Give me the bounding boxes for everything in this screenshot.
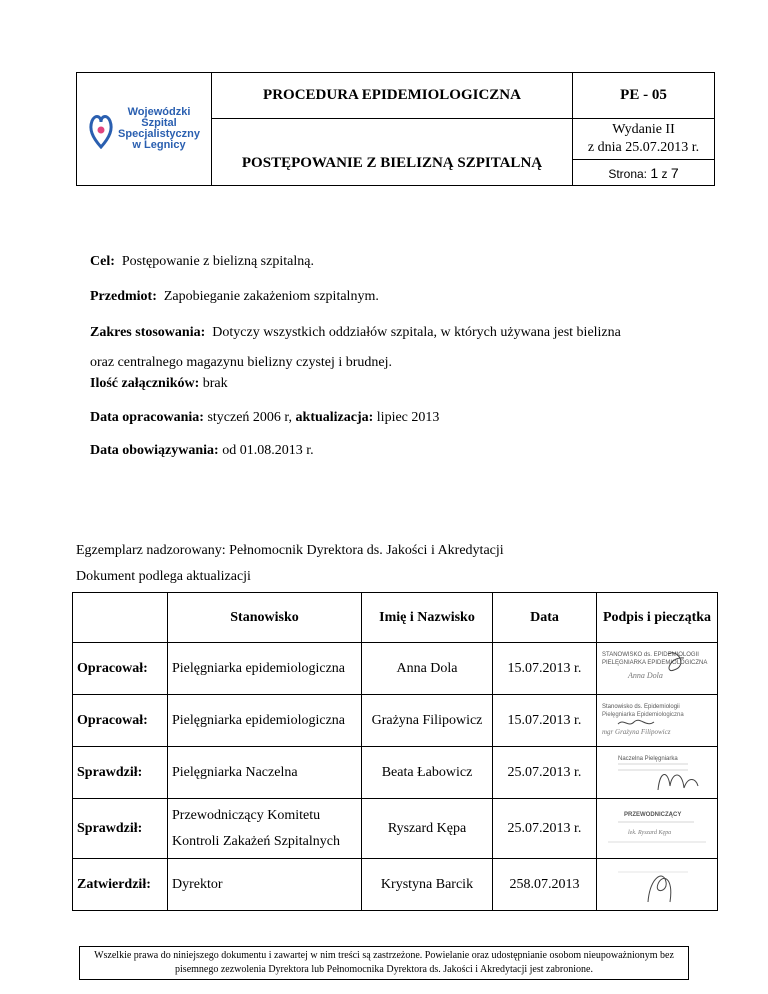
footer-line: Wszelkie prawa do niniejszego dokumentu i zawartej w nim treści są zastrzeżone. Powielanie oraz udostępnianie osobom nieupoważnionym bez [94, 950, 674, 961]
table-row [73, 695, 718, 747]
row-name: Beata Łabowicz [362, 747, 493, 799]
row-role: Opracował: [73, 695, 168, 747]
stamp-text: Anna Dola [628, 670, 663, 680]
row-role: Sprawdził: [73, 799, 168, 859]
row-date: 25.07.2013 r. [493, 747, 597, 799]
table-row [73, 859, 718, 911]
logo-line: Szpital [141, 117, 177, 129]
goal-value: Postępowanie z bielizną szpitalną. [121, 254, 314, 269]
document-header [76, 72, 715, 186]
edition-info [573, 119, 715, 160]
logo-line: Wojewódzki [127, 106, 191, 118]
subject-label: Przedmiot: [90, 289, 157, 304]
page-indicator [573, 160, 715, 186]
approval-table [72, 592, 718, 911]
table-row [73, 747, 718, 799]
signature-stamp [597, 643, 718, 695]
header-name: Imię i Nazwisko [362, 593, 493, 643]
table-row [73, 799, 718, 859]
footer-line: pisemnego zezwolenia Dyrektora lub Pełnomocnika Dyrektora ds. Jakości i Akredytacji jest zabronione. [175, 964, 593, 975]
edition-date: z dnia 25.07.2013 r. [587, 140, 700, 155]
stamp-text: lek. Ryszard Kępa [628, 829, 672, 836]
header-empty [73, 593, 168, 643]
valid-line [90, 441, 710, 461]
stamp-image [598, 698, 716, 744]
row-role: Opracował: [73, 643, 168, 695]
header-position: Stanowisko [168, 593, 362, 643]
logo-text [118, 107, 200, 151]
stamp-text: mgr Grażyna Filipowicz [602, 727, 671, 736]
row-role: Zatwierdził: [73, 859, 168, 911]
row-role: Sprawdził: [73, 747, 168, 799]
page-label: Strona: [608, 166, 648, 181]
update-note: Dokument podlega aktualizacji [76, 569, 251, 584]
row-position: Pielęgniarka epidemiologiczna [168, 695, 362, 747]
goal-line [90, 252, 710, 272]
stamp-text: PIELĘGNIARKA EPIDEMIOLOGICZNA [602, 659, 708, 666]
table-row [73, 643, 718, 695]
update-value: lipiec 2013 [376, 410, 440, 425]
valid-value: od 01.08.2013 r. [222, 443, 314, 458]
stamp-text: PRZEWODNICZĄCY [624, 811, 682, 818]
attachments-label: Ilość załączników: [90, 376, 200, 391]
signature-stamp [597, 859, 718, 911]
row-position-line: Przewodniczący Komitetu [172, 807, 321, 823]
heart-ribbon-icon [88, 109, 114, 149]
procedure-code: PE - 05 [573, 73, 715, 119]
edition-number: Wydanie II [612, 122, 675, 137]
prepared-value: styczeń 2006 r, [207, 410, 293, 425]
logo-line: w Legnicy [132, 139, 186, 151]
scope-label: Zakres stosowania: [90, 325, 206, 340]
valid-label: Data obowiązywania: [90, 443, 219, 458]
stamp-image [598, 862, 716, 908]
signature-stamp [597, 695, 718, 747]
copyright-footer [79, 946, 689, 980]
page-of: z [661, 166, 668, 181]
stamp-text: Naczelna Pielęgniarka [618, 755, 678, 762]
row-date: 258.07.2013 [493, 859, 597, 911]
procedure-title: PROCEDURA EPIDEMIOLOGICZNA [212, 73, 573, 119]
stamp-text: Stanowisko ds. Epidemiologii [602, 703, 680, 710]
signature-stamp [597, 747, 718, 799]
scope-value-continued: oraz centralnego magazynu bielizny czystej i brudnej. [90, 355, 393, 370]
header-signature: Podpis i pieczątka [597, 593, 718, 643]
stamp-image [598, 646, 716, 692]
stamp-text: Pielęgniarka Epidemiologiczna [602, 711, 684, 718]
row-position-line: Kontroli Zakażeń Szpitalnych [172, 833, 340, 849]
scope-line [90, 318, 710, 378]
stamp-image [598, 750, 716, 796]
stamp-image [598, 806, 716, 852]
attachments-value: brak [202, 376, 228, 391]
table-header-row [73, 593, 718, 643]
row-date: 15.07.2013 r. [493, 643, 597, 695]
subject-value: Zapobieganie zakażeniom szpitalnym. [163, 289, 379, 304]
stamp-text: STANOWISKO ds. EPIDEMIOLOGII [602, 651, 699, 658]
row-position: Dyrektor [168, 859, 362, 911]
row-position [168, 799, 362, 859]
prepared-label: Data opracowania: [90, 410, 204, 425]
row-name: Ryszard Kępa [362, 799, 493, 859]
row-date: 15.07.2013 r. [493, 695, 597, 747]
hospital-logo [77, 73, 212, 186]
update-label: aktualizacja: [295, 410, 374, 425]
page-current: 1 [650, 164, 659, 181]
row-name: Krystyna Barcik [362, 859, 493, 911]
row-position: Pielęgniarka Naczelna [168, 747, 362, 799]
goal-label: Cel: [90, 254, 115, 269]
logo-line: Specjalistyczny [118, 128, 200, 140]
scope-value: Dotyczy wszystkich oddziałów szpitala, w których używana jest bielizna [212, 325, 621, 340]
signature-stamp [597, 799, 718, 859]
subject-line [90, 287, 710, 307]
row-name: Anna Dola [362, 643, 493, 695]
supervised-copy-note: Egzemplarz nadzorowany: Pełnomocnik Dyrektora ds. Jakości i Akredytacji [76, 543, 504, 558]
header-date: Data [493, 593, 597, 643]
procedure-subtitle: POSTĘPOWANIE Z BIELIZNĄ SZPITALNĄ [212, 119, 573, 186]
row-position: Pielęgniarka epidemiologiczna [168, 643, 362, 695]
prepared-line [90, 408, 710, 428]
attachments-line [90, 374, 710, 394]
row-date: 25.07.2013 r. [493, 799, 597, 859]
row-name: Grażyna Filipowicz [362, 695, 493, 747]
page-total: 7 [670, 164, 679, 181]
